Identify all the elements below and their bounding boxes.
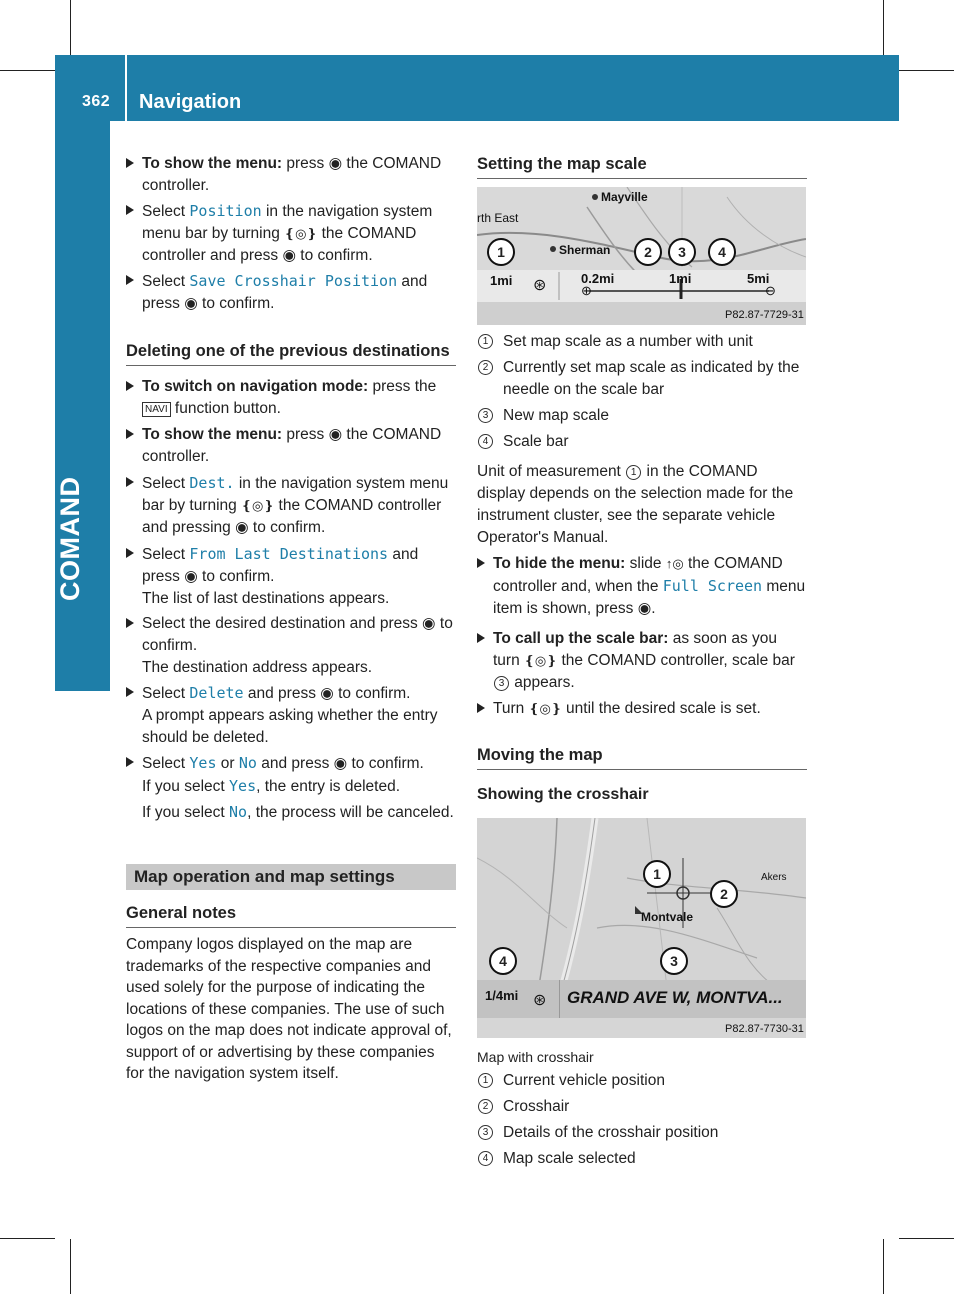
body-text: Unit of measurement 1 in the COMAND display depends on the selection made for the instrument cluster, see the separate vehicle Operator's Manual. <box>477 463 794 546</box>
instruction-step: Select Dest. in the navigation system menu bar by turning ❴◎❵ the COMAND controller and pressing ◉ to confirm. <box>126 472 456 539</box>
header-divider <box>125 55 127 121</box>
instruction-step: Select From Last Destinations and press ◉ to confirm. The list of last destinations appears. <box>126 543 456 610</box>
navi-button-icon: NAVI <box>142 402 171 417</box>
turn-controller-icon: ❴◎❵ <box>284 226 318 241</box>
image-reference: P82.87-7730-31 <box>725 1023 804 1035</box>
step-arrow-icon <box>126 381 134 391</box>
press-icon: ◉ <box>328 426 343 443</box>
map-label: Mayville <box>601 190 648 204</box>
callout-4: 4 <box>489 947 517 975</box>
instruction-step: Select Yes or No and press ◉ to confirm. If you select Yes, the entry is deleted. If you select No, the process will be canceled. <box>126 752 456 824</box>
section-heading: Setting the map scale <box>477 153 807 179</box>
legend-item: 3 New map scale <box>477 405 807 427</box>
left-column <box>126 153 456 1085</box>
map-label: Akers <box>761 872 787 883</box>
legend-item: 4 Map scale selected <box>477 1148 807 1170</box>
legend-item: 1 Current vehicle position <box>477 1070 807 1092</box>
crop-mark <box>70 0 71 55</box>
section-banner: Map operation and map settings <box>126 864 456 890</box>
turn-controller-icon: ❴◎❵ <box>528 701 562 716</box>
step-arrow-icon <box>477 633 485 643</box>
subsection-heading: Showing the crosshair <box>477 786 649 803</box>
instruction-step: To show the menu: press ◉ the COMAND controller. <box>126 153 456 197</box>
right-column <box>477 153 807 179</box>
page-number: 362 <box>82 93 111 110</box>
scale-label: 5mi <box>747 271 770 286</box>
result-text: The list of last destinations appears. <box>142 590 390 607</box>
slide-up-icon: ↑◎ <box>665 556 684 571</box>
zoom-in-icon: ⊕ <box>581 283 592 298</box>
instruction-step: Select Save Crosshair Position and press ◉ to confirm. <box>126 270 456 315</box>
callout-3: 3 <box>668 238 696 266</box>
step-arrow-icon <box>126 275 134 285</box>
page-title: Navigation <box>139 91 242 113</box>
callout-3: 3 <box>660 947 688 975</box>
figure-caption: Map with crosshair <box>477 1049 594 1065</box>
result-text: The destination address appears. <box>142 659 373 676</box>
step-arrow-icon <box>126 205 134 215</box>
press-icon: ◉ <box>235 519 249 536</box>
crop-mark <box>0 1238 55 1239</box>
legend-item: 2 Currently set map scale as indicated by the needle on the scale bar <box>477 357 807 401</box>
instruction-step: Turn ❴◎❵ until the desired scale is set. <box>477 698 807 720</box>
map-label: Sherman <box>559 243 611 257</box>
scale-label: 1mi <box>669 271 692 286</box>
callout-1: 1 <box>643 860 671 888</box>
result-text: A prompt appears asking whether the entry should be deleted. <box>142 707 438 746</box>
step-arrow-icon <box>477 703 485 713</box>
instruction-step: To hide the menu: slide ↑◎ the COMAND controller and, when the Full Screen menu item is shown, press ◉. <box>477 553 807 620</box>
press-icon: ◉ <box>282 247 296 264</box>
step-arrow-icon <box>126 687 134 697</box>
instruction-step: To call up the scale bar: as soon as you turn ❴◎❵ the COMAND controller, scale bar 3 appears. <box>477 628 807 694</box>
map-scale-image <box>477 187 806 325</box>
press-icon: ◉ <box>320 685 334 702</box>
legend-item: 4 Scale bar <box>477 431 807 453</box>
instruction-step: Select Position in the navigation system menu bar by turning ❴◎❵ the COMAND controller and press ◉ to confirm. <box>126 200 456 267</box>
step-arrow-icon <box>126 618 134 628</box>
step-arrow-icon <box>126 429 134 439</box>
chapter-tab <box>55 121 110 691</box>
scale-label: 0.2mi <box>581 271 615 286</box>
press-icon: ◉ <box>333 755 348 772</box>
compass-icon: ⊛ <box>533 992 547 1009</box>
step-arrow-icon <box>126 158 134 168</box>
legend-item: 3 Details of the crosshair position <box>477 1122 807 1144</box>
turn-controller-icon: ❴◎❵ <box>241 498 275 513</box>
zoom-out-icon: ⊖ <box>765 283 776 298</box>
callout-2: 2 <box>634 238 662 266</box>
map-crosshair-image <box>477 818 806 1038</box>
section-heading: General notes <box>126 902 456 928</box>
instruction-step: To show the menu: press ◉ the COMAND controller. <box>126 424 456 468</box>
instruction-step: Select the desired destination and press ◉ to confirm. The destination address appears. <box>126 613 456 679</box>
body-text: Company logos displayed on the map are trademarks of the respective companies and used solely for the purpose of indicating the locations of these companies. The use of such logos on the map does not indicate approval of, support of or advertising by these companies for the navigation system itself. <box>126 936 452 1082</box>
map-scale-value: 1mi <box>490 273 513 288</box>
crop-mark <box>883 0 884 55</box>
crop-mark <box>899 1238 954 1239</box>
callout-4: 4 <box>708 238 736 266</box>
press-icon: ◉ <box>184 295 198 312</box>
legend-item: 2 Crosshair <box>477 1096 807 1118</box>
press-icon: ◉ <box>637 600 652 617</box>
instruction-step: To switch on navigation mode: press the NAVI function button. <box>126 376 456 420</box>
press-icon: ◉ <box>422 615 436 632</box>
right-column-bottom <box>477 1046 807 1174</box>
map-label: rth East <box>477 211 519 225</box>
map-label: Montvale <box>641 910 694 924</box>
step-arrow-icon <box>126 477 134 487</box>
right-column-cont <box>477 331 807 806</box>
callout-2: 2 <box>710 880 738 908</box>
press-icon: ◉ <box>184 568 198 585</box>
compass-icon: ⊛ <box>533 277 547 294</box>
crop-mark <box>899 70 954 71</box>
step-arrow-icon <box>477 558 485 568</box>
map-scale-value: 1/4mi <box>485 988 519 1003</box>
turn-controller-icon: ❴◎❵ <box>524 653 558 668</box>
press-icon: ◉ <box>328 155 343 172</box>
step-arrow-icon <box>126 757 134 767</box>
chapter-tab-label: COMAND <box>55 476 85 601</box>
section-heading: Moving the map <box>477 744 807 770</box>
page-header <box>55 55 899 121</box>
instruction-step: Select Delete and press ◉ to confirm. A prompt appears asking whether the entry should be deleted. <box>126 682 456 749</box>
address-readout: GRAND AVE W, MONTVA... <box>567 988 783 1007</box>
crop-mark <box>883 1239 884 1294</box>
image-reference: P82.87-7729-31 <box>725 309 804 321</box>
section-heading: Deleting one of the previous destinations <box>126 341 456 366</box>
legend-item: 1 Set map scale as a number with unit <box>477 331 807 353</box>
step-arrow-icon <box>126 548 134 558</box>
callout-1: 1 <box>487 238 515 266</box>
crop-mark <box>0 70 55 71</box>
crop-mark <box>70 1239 71 1294</box>
